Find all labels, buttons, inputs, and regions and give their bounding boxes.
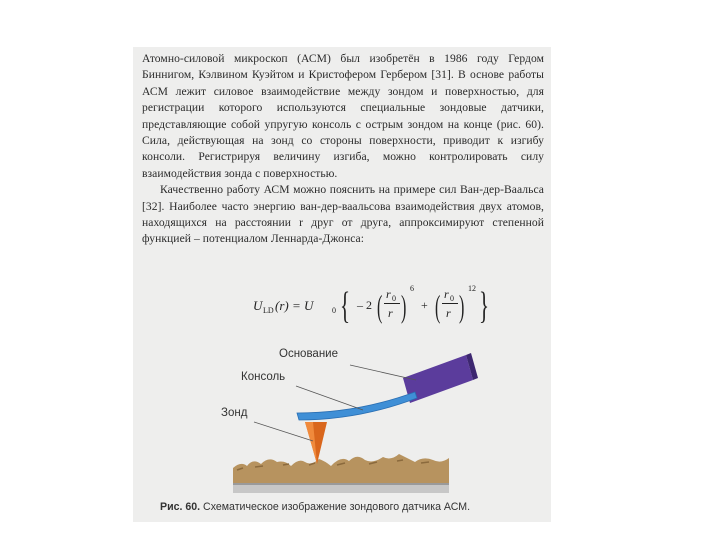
sample-surface <box>233 454 449 493</box>
formula-plus: + <box>421 298 428 312</box>
formula-arg: (r) = U <box>275 298 314 313</box>
formula-paren-1-open: ( <box>377 288 383 324</box>
formula-exp-12: 12 <box>468 284 476 293</box>
leader-base <box>350 365 416 380</box>
formula-paren-2-open: ( <box>435 288 441 324</box>
figure-caption <box>160 501 470 513</box>
body-text <box>142 51 544 248</box>
formula-r-den-1: r <box>388 306 393 320</box>
formula-brace-left: { <box>340 285 351 327</box>
formula-paren-2-close: ) <box>459 288 465 324</box>
formula-r-den-2: r <box>446 306 451 320</box>
formula-brace-right: } <box>479 285 490 327</box>
formula-u: U <box>253 298 263 313</box>
afm-probe-diagram <box>133 340 551 500</box>
formula-r0: r <box>386 287 391 301</box>
caption-number: Рис. 60. <box>160 501 201 513</box>
formula-r0-2: r <box>444 287 449 301</box>
paragraph-intro: Атомно-силовой микроскоп (АСМ) был изобретён в 1986 году Гердом Биннигом, Кэлвином Куэйтом и Кристофером Гербером [31]. В основе работы АСМ лежит силовое взаимодействие между зондом и поверхностью, для регистрации которого используются специальные зондовые датчики, представляющие собой упругую консоль с острым зондом на конце (рис. 60). Сила, действующая на зонд со стороны поверхности, приводит к изгибу консоли. Регистрируя величину изгиба, можно контролировать силу взаимодействия зонда с поверхностью. <box>142 52 544 180</box>
formula-paren-1-close: ) <box>401 288 407 324</box>
caption-text: Схематическое изображение зондового датчика АСМ. <box>203 501 471 513</box>
leader-probe <box>254 422 313 441</box>
formula-r0-sub: 0 <box>392 294 396 303</box>
paragraph-vdw: Качественно работу АСМ можно пояснить на примере сил Ван-дер-Ваальса [32]. Наиболее часто энергию ван-дер-ваальсова взаимодействия двух атомов, находящихся на расстоянии r друг от друга, аппроксимируют степенной функцией – потенциалом Леннарда-Джонса: <box>142 183 544 246</box>
afm-probe-figure <box>133 340 551 500</box>
formula-fraction-bar-2 <box>442 303 458 304</box>
formula-u0-sub: 0 <box>332 306 336 315</box>
formula-r0-2-sub: 0 <box>450 294 454 303</box>
leader-cantilever <box>296 386 363 410</box>
label-probe: Зонд <box>221 407 248 419</box>
cantilever <box>297 392 417 420</box>
label-base: Основание <box>279 348 338 360</box>
formula-minus-two: – 2 <box>357 298 372 312</box>
formula-exp-6: 6 <box>410 284 414 293</box>
formula-fraction-bar-1 <box>384 303 400 304</box>
formula-u-sub: LD <box>263 306 274 315</box>
label-cantilever: Консоль <box>241 371 286 383</box>
